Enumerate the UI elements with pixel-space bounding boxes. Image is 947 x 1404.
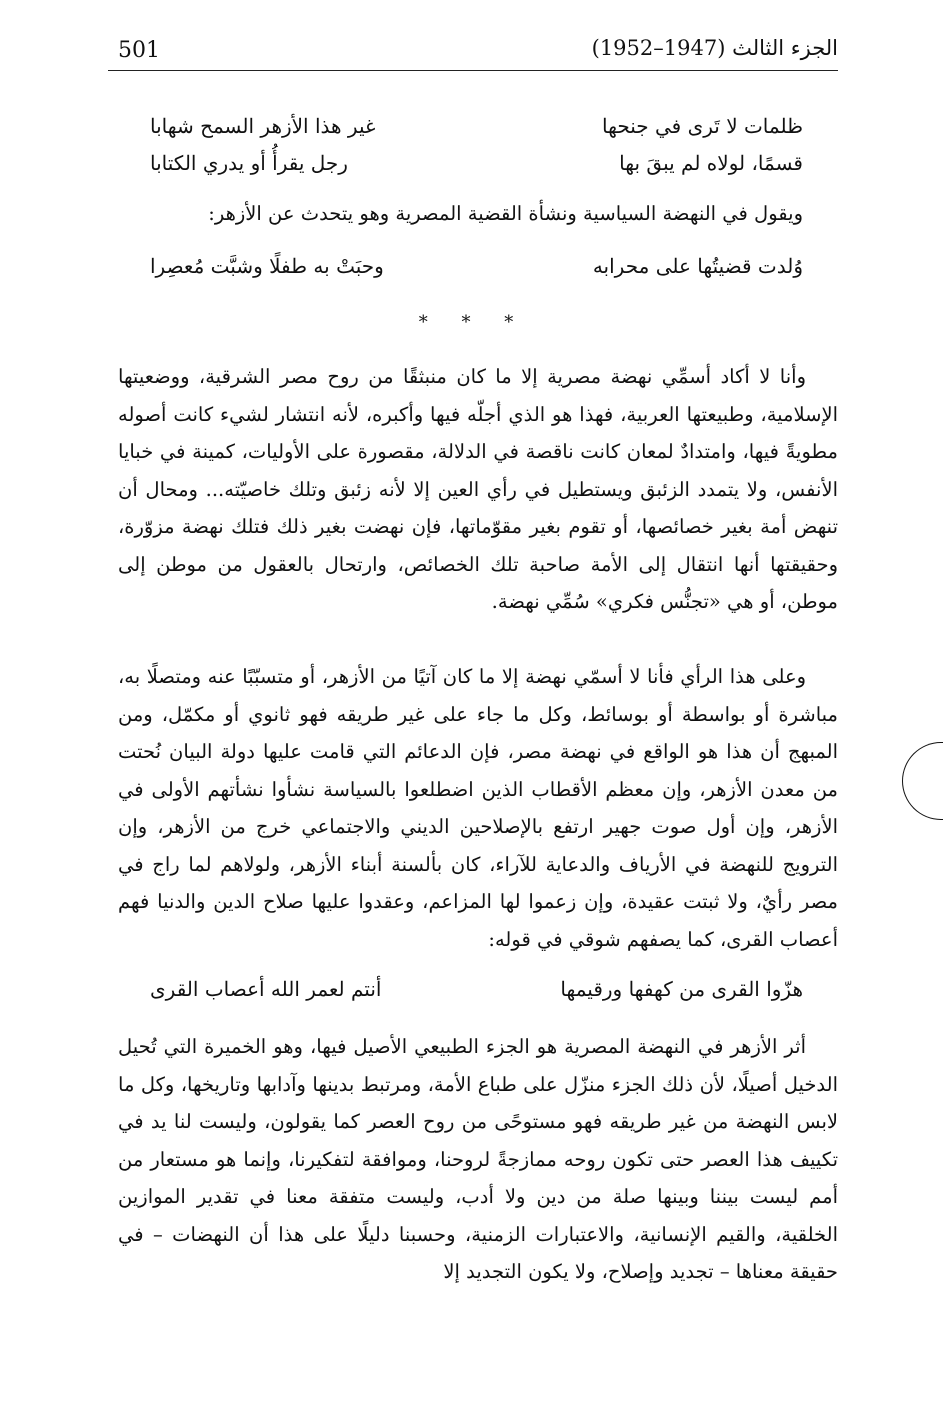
margin-bracket	[902, 742, 943, 820]
verse-line	[150, 254, 803, 290]
page-number: 501	[118, 38, 160, 63]
verse-second-hemistich: وحبَتْ به طفلًا وشبَّت مُعصِرا	[150, 254, 384, 278]
running-title: الجزء الثالث (1947–1952)	[591, 36, 838, 60]
verse-first-hemistich: ظلمات لا تَرى في جنحها	[602, 114, 803, 138]
verse-line	[150, 151, 803, 187]
verse-second-hemistich: أنتم لعمر الله أعصاب القرى	[150, 977, 382, 1001]
verse-line	[150, 977, 803, 1013]
verse-second-hemistich: رجل يقرأُ أو يدري الكتابا	[150, 151, 348, 175]
verse-first-hemistich: وُلدت قضيتُها على محرابه	[592, 254, 803, 278]
paragraph: وأنا لا أكاد أسمِّي نهضة مصرية إلا ما كان منبثقًا من روح مصر الشرقية، ووضعيتها الإسلامية، وطبيعتها العربية، فهذا هو الذي أجلّه فيها وأكبره، لأنه انتشار لشيء كانت أصوله مطويةً فيها، وامتدادٌ لمعان كانت ناقصة في الدلالة، مقصورة على الأوليات، كمينة في خبايا الأنفس، ولا يتمدد الزئبق ويستطيل في رأي العين إلا لأنه زئبق وتلك خاصيّته... ومحال أن تنهض أمة بغير خصائصها، أو تقوم بغير مقوّماتها، فإن نهضت بغير ذلك فتلك نهضة مزوّرة، وحقيقتها أنها انتقال إلى الأمة صاحبة تلك الخصائص، وارتحال بالعقول من موطن إلى موطن، أو هي «تجنُّس فكري» سُمِّي نهضة.	[118, 365, 838, 613]
running-header	[108, 34, 838, 70]
verse-second-hemistich: غير هذا الأزهر السمح شهابا	[150, 114, 376, 138]
book-page	[108, 0, 838, 1404]
verse-first-hemistich: هزّوا القرى من كهفها ورقيمها	[560, 977, 803, 1001]
header-rule	[108, 70, 838, 71]
verse-first-hemistich: قسمًا، لولاه لم يبقَ بها	[619, 151, 803, 175]
intro-line: ويقول في النهضة السياسية ونشأة القضية المصرية وهو يتحدث عن الأزهر:	[208, 202, 803, 225]
paragraph: وعلى هذا الرأي فأنا لا أسمّي نهضة إلا ما كان آتيًا من الأزهر، أو متسبّبًا عنه ومتصلًا به، مباشرة أو بواسطة أو بوسائط، وكل ما جاء على غير طريقه فهو ثانوي أو مكمّل، ومن المبهج أن هذا هو الواقع في نهضة مصر، فإن الدعائم التي قامت عليها دولة البيان نُحتت من معدن الأزهر، وإن معظم الأقطاب الذين اضطلعوا بالسياسة نشأوا نشأتهم الأولى في الأزهر، وإن أول صوت جهير ارتفع بالإصلاحين الديني والاجتماعي خرج من الأزهر، وإن الترويج للنهضة في الأرياف والدعاية للآراء، كان بألسنة أبناء الأزهر، ولولاهم لما راج في مصر رأيٌ، ولا ثبتت عقيدة، وإن زعموا لها المزاعم، وعقدوا عليها صلاح الدين والدنيا فهم أعصاب القرى، كما يصفهم شوقي في قوله:	[118, 665, 838, 951]
section-separator: * * *	[418, 312, 528, 333]
paragraph: أثر الأزهر في النهضة المصرية هو الجزء الطبيعي الأصيل فيها، وهو الخميرة التي تُحيل الدخيل أصيلًا، لأن ذلك الجزء منزّل على طباع الأمة، ومرتبط بدينها وآدابها وتاريخها، وكل ما لابس النهضة من غير طريقه فهو مستوحًى من روح العصر كما يقولون، وليست لنا يد في تكييف هذا العصر حتى تكون روحه ممازجةً لروحنا، وموافقة لتفكيرنا، وإنما هو مستعار من أمم ليست بيننا وبينها صلة من دين ولا أدب، وليست متفقة معنا في تقدير الموازين الخلقية، والقيم الإنسانية، والاعتبارات الزمنية، وحسبنا دليلًا على هذا أن النهضات – في حقيقة معناها – تجديد وإصلاح، ولا يكون التجديد إلا	[118, 1035, 838, 1283]
verse-line	[150, 114, 803, 150]
